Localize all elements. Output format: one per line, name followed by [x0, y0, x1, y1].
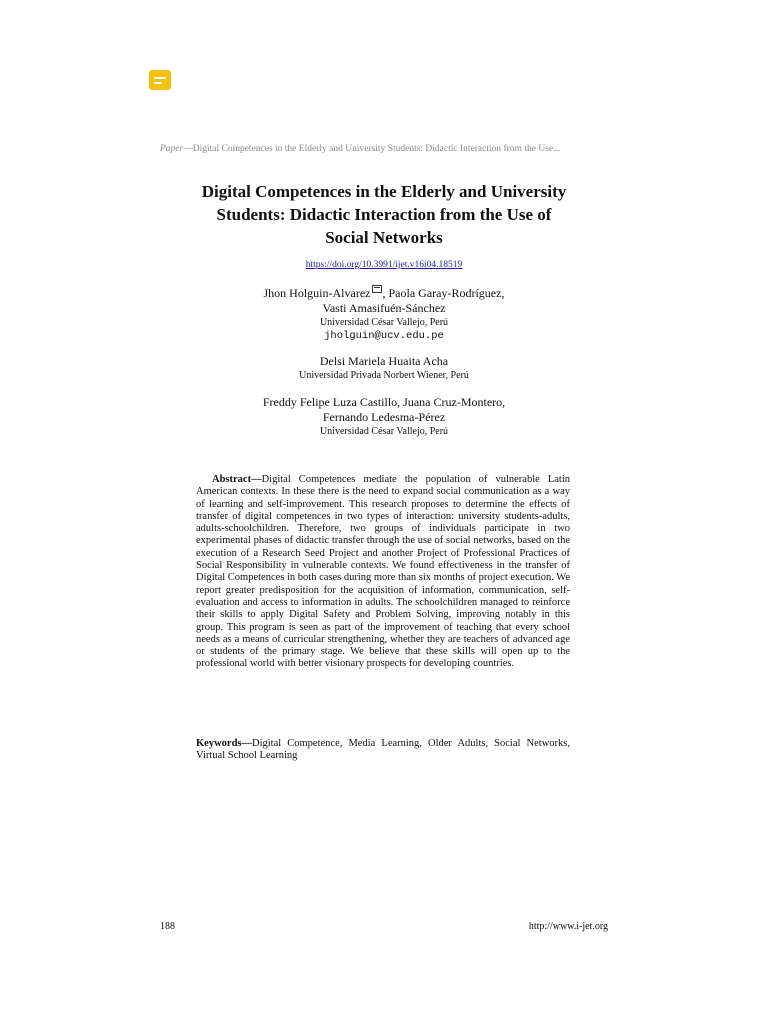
corresponding-author: Jhon Holguin-Alvarez [263, 286, 371, 300]
author-group-3 [160, 395, 608, 438]
author-names-line-1 [160, 285, 608, 301]
author-names-line-1: Freddy Felipe Luza Castillo, Juana Cruz-Montero, [262, 395, 506, 409]
envelope-icon [372, 285, 382, 293]
abstract-label: Abstract— [212, 474, 262, 485]
affiliation: Universidad César Vallejo, Perú [319, 317, 449, 328]
running-head-text: —Digital Competences in the Elderly and University Students: Didactic Interaction from the Use... [183, 144, 561, 154]
title-line-2: Students: Didactic Interaction from the Use of [216, 205, 552, 224]
page-number: 188 [160, 921, 175, 932]
keywords-text: Digital Competence, Media Learning, Older Adults, Social Networks, Virtual School Learning [196, 738, 570, 762]
author-names-line-1: Delsi Mariela Huaita Acha [319, 354, 449, 368]
running-head [160, 144, 620, 154]
coauthors: , Paola Garay-Rodríguez, [382, 286, 505, 300]
author-group-1 [160, 285, 608, 343]
author-email[interactable]: jholguin@ucv.edu.pe [324, 330, 444, 342]
comment-note-icon[interactable] [149, 70, 171, 90]
abstract-text: Digital Competences mediate the population of vulnerable Latin American contexts. In these there is the need to expand social communication as a way of learning and self-improvement. This research proposes to determine the effects of transfer of digital competences in two types of interaction: university students-adults, adults-schoolchildren. Therefore, two groups of individuals participate in two experimental phases of didactic transfer through the use of social networks, based on the execution of a Research Seed Project and another Project of Professional Practices of Social Responsibility in vulnerable contexts. We found effectiveness in the transfer of Digital Competences in both cases during more than six months of project execution. We report greater predisposition for the acquisition of information, communication, self-evaluation and access to information in adults. The schoolchildren managed to reinforce their skills to apply Digital Safety and Problem Solving, improving notably in this group. This program is seen as part of the improvement of teaching that every school needs as a means of curricular strengthening, whether they are teachers of advanced age or students of the primary stage. We believe that these skills will open up to the professional world with better visionary prospects for developing countries. [196, 474, 570, 670]
author-names-line-2: Fernando Ledesma-Pérez [322, 410, 446, 424]
author-group-2 [160, 354, 608, 382]
paper-title [160, 180, 608, 249]
affiliation: Universidad César Vallejo, Perú [319, 426, 449, 437]
author-names-line-2: Vasti Amasifuén-Sánchez [322, 301, 446, 315]
running-head-prefix: Paper [160, 144, 184, 154]
footer-url: http://www.i-jet.org [528, 921, 608, 932]
doi-link[interactable]: https://doi.org/10.3991/ijet.v16i04.18519 [305, 260, 463, 270]
keywords [196, 738, 570, 763]
abstract [196, 474, 570, 671]
title-line-1: Digital Competences in the Elderly and University [201, 182, 567, 201]
title-line-3: Social Networks [325, 228, 443, 247]
affiliation: Universidad Privada Norbert Wiener, Perú [299, 370, 469, 381]
keywords-label: Keywords— [196, 738, 252, 749]
doi-line [160, 260, 608, 270]
